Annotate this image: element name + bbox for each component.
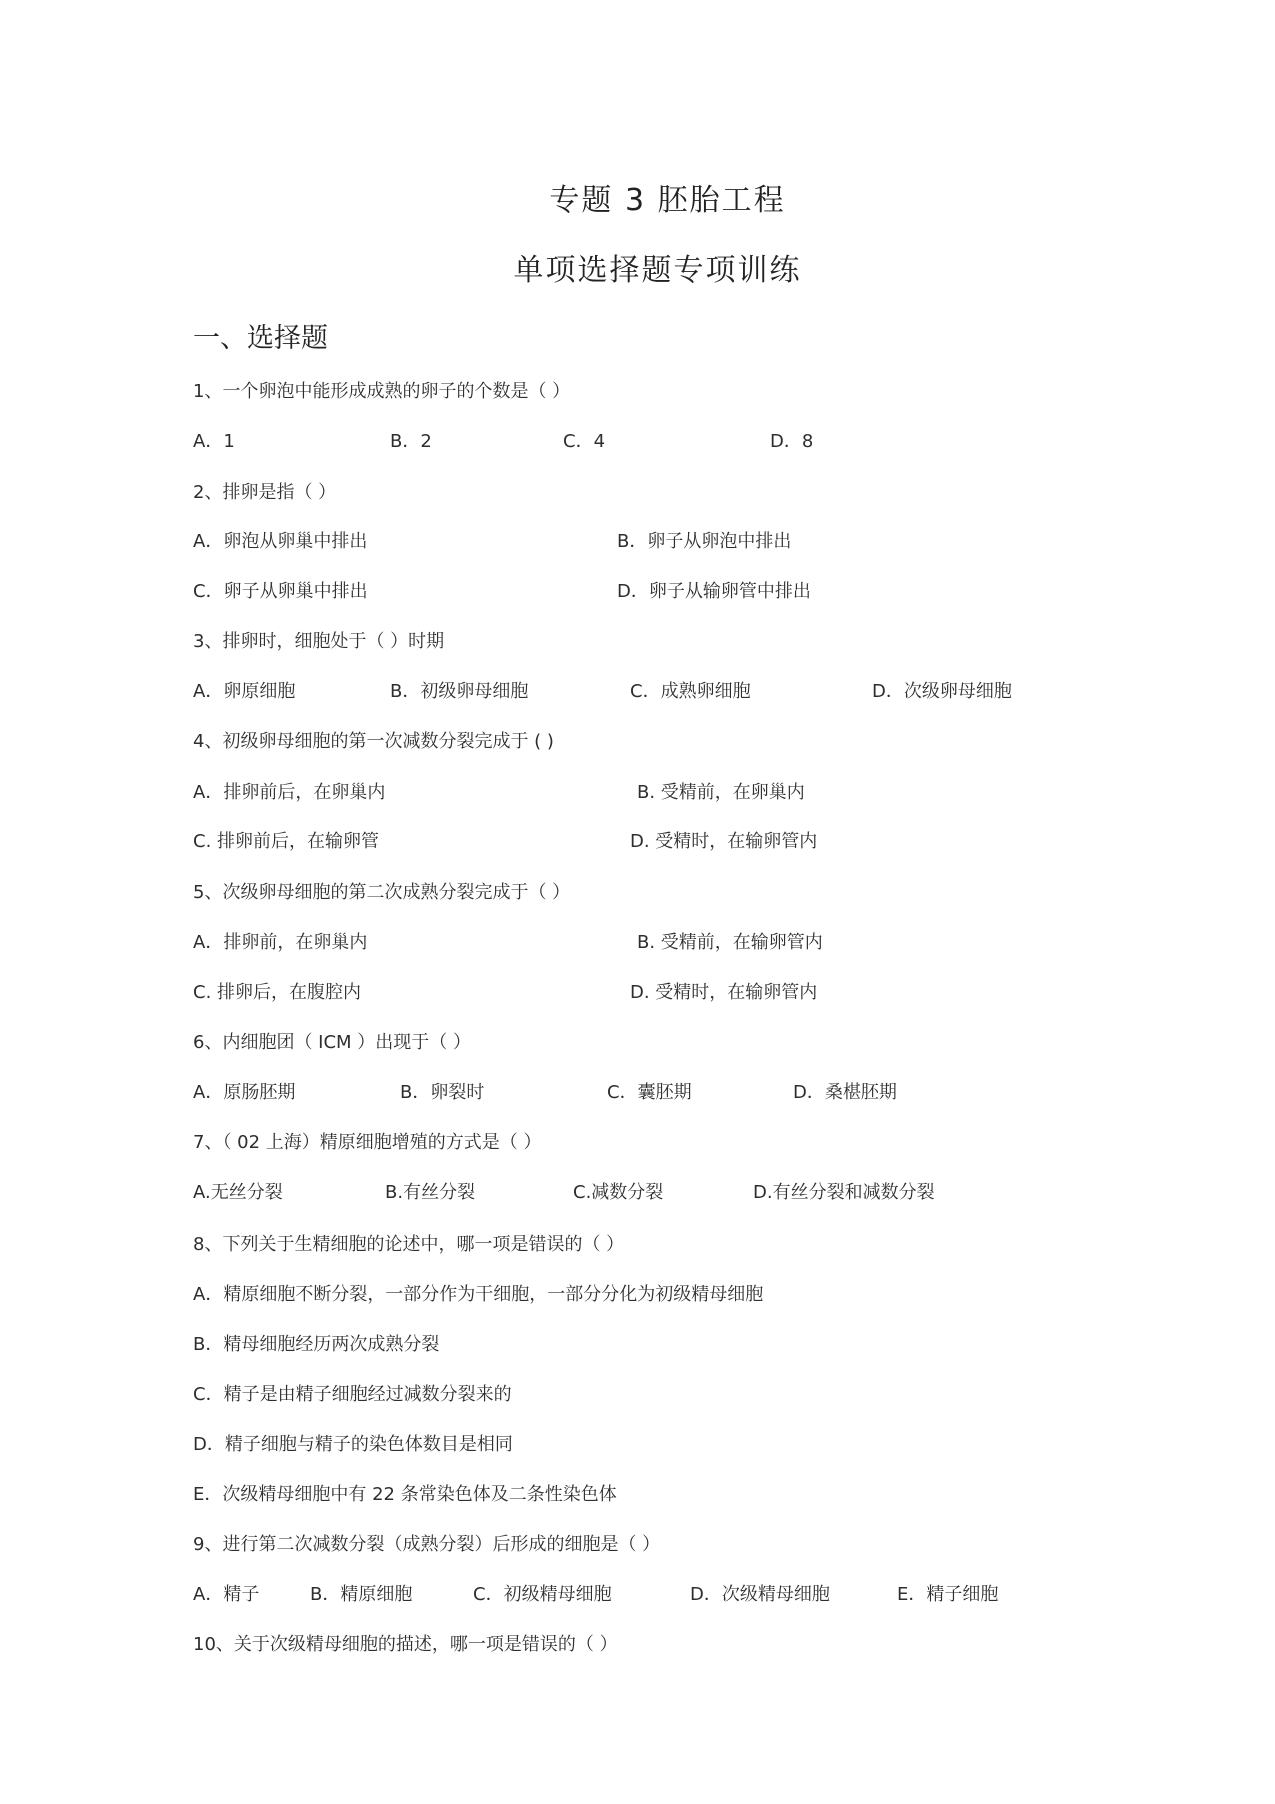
question-stem: 8、下列关于生精细胞的论述中，哪一项是错误的（ ） [193,1234,625,1255]
option-e: E．精子细胞 [897,1584,999,1605]
section-heading: 一、选择题 [193,323,328,354]
option-d: D．桑椹胚期 [793,1082,897,1103]
option-a: A．排卵前，在卵巢内 [193,932,368,953]
option-b: B．精原细胞 [310,1584,413,1605]
question-stem: 1、一个卵泡中能形成成熟的卵子的个数是（ ） [193,381,571,402]
question-stem: 6、内细胞团（ ICM ）出现于（ ） [193,1032,472,1053]
option-b: B．卵子从卵泡中排出 [617,531,792,552]
option-c: C．4 [563,431,606,452]
option-d: D. 受精时，在输卵管内 [630,831,818,852]
option-d: D．精子细胞与精子的染色体数目是相同 [193,1434,513,1455]
option-c: C．囊胚期 [607,1082,692,1103]
option-b: B．初级卵母细胞 [390,681,529,702]
option-a: A．精原细胞不断分裂，一部分作为干细胞，一部分分化为初级精母细胞 [193,1284,764,1305]
option-b: B．2 [390,431,432,452]
question-stem: 7、（ 02 上海）精原细胞增殖的方式是（ ） [193,1132,542,1153]
option-a: A．卵原细胞 [193,681,296,702]
option-b: B．卵裂时 [400,1082,485,1103]
option-d: D．次级卵母细胞 [872,681,1012,702]
option-c: C. 排卵后，在腹腔内 [193,982,362,1003]
option-a: A．精子 [193,1584,260,1605]
question-stem: 2、排卵是指（ ） [193,482,337,503]
option-e: E．次级精母细胞中有 22 条常染色体及二条性染色体 [193,1484,617,1505]
option-a: A．1 [193,431,235,452]
option-c: C. 排卵前后，在输卵管 [193,831,380,852]
option-d: D．8 [770,431,814,452]
option-b: B. 受精前，在输卵管内 [637,932,823,953]
document-subtitle: 单项选择题专项训练 [513,253,802,288]
question-stem: 3、排卵时，细胞处于（ ）时期 [193,631,445,652]
question-stem: 9、进行第二次减数分裂（成熟分裂）后形成的细胞是（ ） [193,1534,661,1555]
option-a: A．排卵前后，在卵巢内 [193,782,386,803]
option-d: D．卵子从输卵管中排出 [617,581,811,602]
option-b: B.有丝分裂 [385,1182,476,1203]
option-c: C．成熟卵细胞 [630,681,751,702]
document-title: 专题 3 胚胎工程 [549,183,786,218]
option-c: C．卵子从卵巢中排出 [193,581,368,602]
question-stem: 4、初级卵母细胞的第一次减数分裂完成于 ( ) [193,731,554,752]
option-c: C．初级精母细胞 [473,1584,612,1605]
option-d: D.有丝分裂和减数分裂 [753,1182,935,1203]
option-d: D. 受精时，在输卵管内 [630,982,818,1003]
option-c: C．精子是由精子细胞经过减数分裂来的 [193,1384,512,1405]
option-a: A．原肠胚期 [193,1082,296,1103]
question-stem: 10、关于次级精母细胞的描述，哪一项是错误的（ ） [193,1634,618,1655]
option-a: A.无丝分裂 [193,1182,283,1203]
option-c: C.减数分裂 [573,1182,664,1203]
option-b: B. 受精前，在卵巢内 [637,782,805,803]
option-b: B．精母细胞经历两次成熟分裂 [193,1334,440,1355]
option-a: A．卵泡从卵巢中排出 [193,531,368,552]
option-d: D．次级精母细胞 [690,1584,830,1605]
question-stem: 5、次级卵母细胞的第二次成熟分裂完成于（ ） [193,882,571,903]
